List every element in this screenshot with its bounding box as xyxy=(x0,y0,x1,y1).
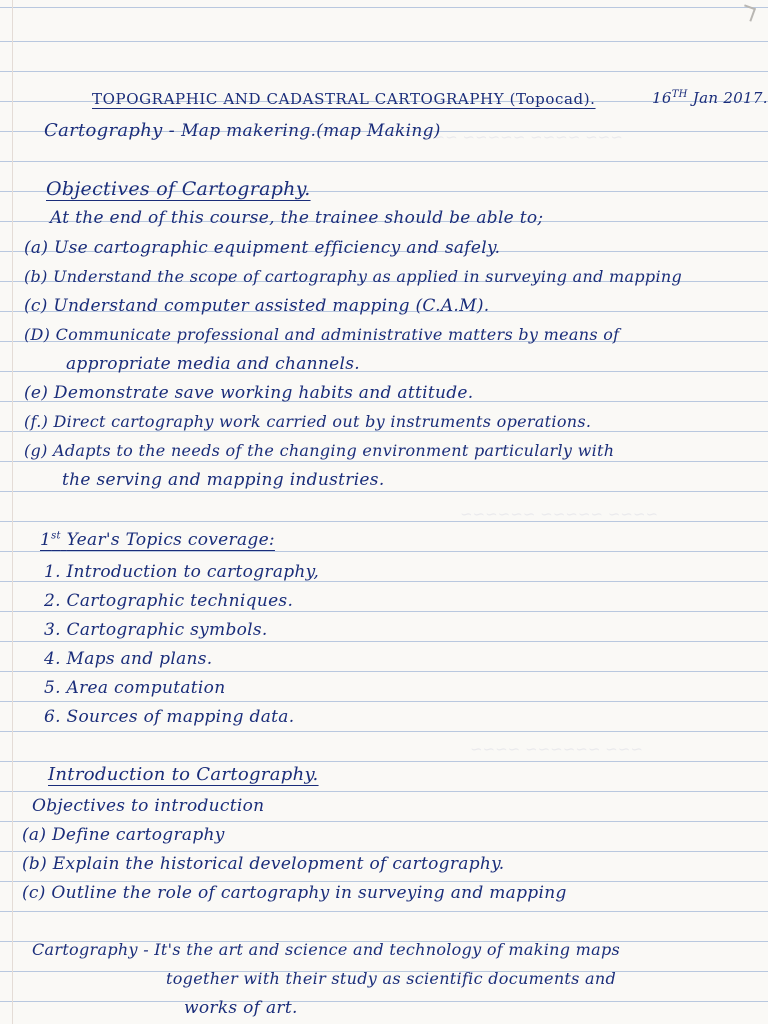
objectives-intro: At the end of this course, the trainee should be able to; xyxy=(50,208,544,228)
show-through-text: ~~~~ ~~~~~ ~~~~~~ xyxy=(460,505,659,523)
definition-long-line: together with their study as scientific documents and xyxy=(166,969,617,988)
definition-long-line: works of art. xyxy=(184,998,298,1018)
definition-long-line: Cartography - It's the art and science and technology of making maps xyxy=(32,940,621,959)
topic-item: 6. Sources of mapping data. xyxy=(44,707,295,727)
topic-item: 3. Cartographic symbols. xyxy=(44,620,268,640)
topic-item: 1. Introduction to cartography, xyxy=(44,562,320,582)
topic-item: 4. Maps and plans. xyxy=(44,649,213,669)
introduction-item: (c) Outline the role of cartography in surveying and mapping xyxy=(22,883,567,903)
show-through-text: ~~~ ~~~~ ~~~~~ ~~~ xyxy=(420,128,623,146)
introduction-heading: Introduction to Cartography. xyxy=(48,764,319,785)
introduction-item: (b) Explain the historical development of cartography. xyxy=(22,854,505,874)
topics-heading: 1st Year's Topics coverage: xyxy=(40,530,275,550)
topic-item: 2. Cartographic techniques. xyxy=(44,591,294,611)
definition-short xyxy=(44,120,441,141)
objective-item: (f.) Direct cartography work carried out by instruments operations. xyxy=(24,412,592,431)
definition-term: Cartography - xyxy=(32,940,149,959)
objective-item: (a) Use cartographic equipment efficiency and safely. xyxy=(24,238,501,258)
page-title: TOPOGRAPHIC AND CADASTRAL CARTOGRAPHY (Topocad). xyxy=(92,90,596,108)
introduction-subheading: Objectives to introduction xyxy=(32,796,265,816)
topic-item: 5. Area computation xyxy=(44,678,226,698)
objective-item: (e) Demonstrate save working habits and attitude. xyxy=(24,383,474,403)
page-corner-fold xyxy=(740,4,756,21)
introduction-item: (a) Define cartography xyxy=(22,825,225,845)
objective-item: (c) Understand computer assisted mapping (C.A.M). xyxy=(24,296,490,316)
definition-meaning: Map makering.(map Making) xyxy=(181,121,441,141)
date: 16TH Jan 2017. xyxy=(652,89,768,107)
objective-item: (D) Communicate professional and administrative matters by means of xyxy=(24,325,620,344)
objective-item: (b) Understand the scope of cartography as applied in surveying and mapping xyxy=(24,267,683,286)
objective-item-continued: the serving and mapping industries. xyxy=(62,470,385,490)
objective-item-continued: appropriate media and channels. xyxy=(66,354,360,374)
objective-item: (g) Adapts to the needs of the changing environment particularly with xyxy=(24,441,615,460)
show-through-text: ~~~ ~~~~~~ ~~~~ xyxy=(470,740,643,758)
margin-line xyxy=(12,0,13,1024)
definition-term: Cartography - xyxy=(44,120,176,141)
objectives-heading: Objectives of Cartography. xyxy=(46,178,311,200)
